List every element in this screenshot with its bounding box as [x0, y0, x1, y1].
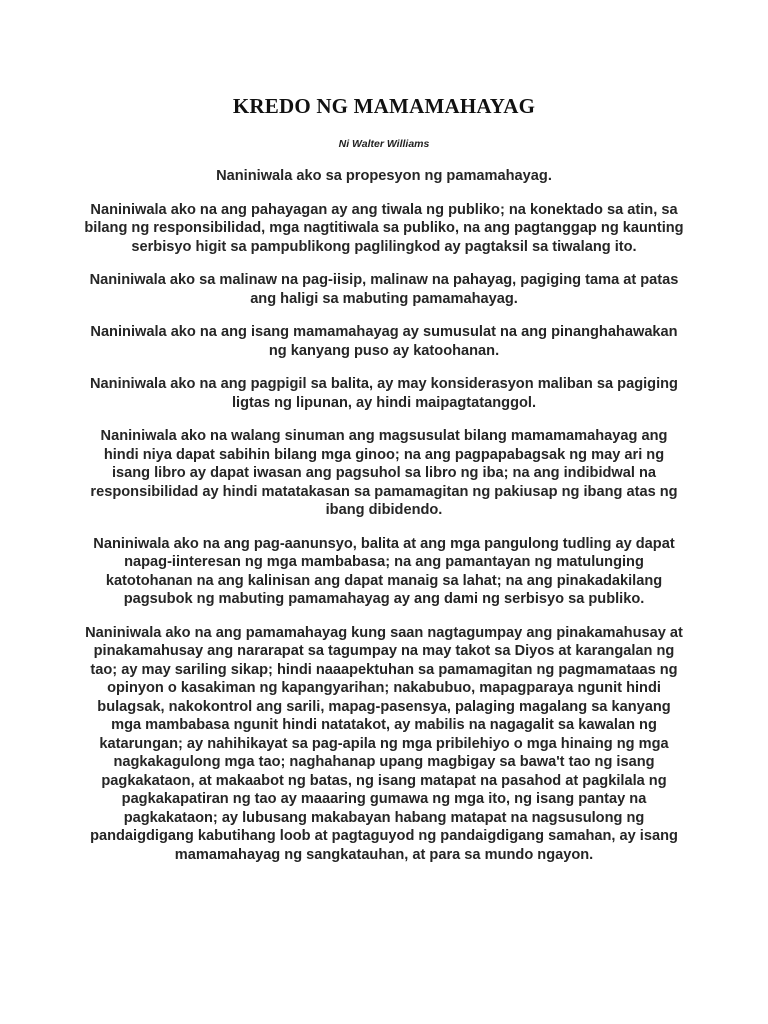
paragraph-2: Naniniwala ako na ang pahayagan ay ang tiwala ng publiko; na konektado sa atin, sa bilang ng responsibilidad, mga nagtitiwala sa publiko, na ang pagtanggap ng kaunting serbisyo higit sa pampublikong paglilingkod ay pagtaksil sa tiwalang ito. — [84, 201, 684, 255]
paragraph-4: Naniniwala ako na ang isang mamamahayag ay sumusulat na ang pinanghahawakan ng kanyang puso ay katoohanan. — [90, 324, 678, 359]
paragraph-5: Naniniwala ako na ang pagpigil sa balita, ay may konsiderasyon maliban sa pagiging ligtas ng lipunan, ay hindi maipagtatanggol. — [90, 376, 678, 411]
paragraph-6: Naniniwala ako na walang sinuman ang magsusulat bilang mamamamahayag ang hindi niya dapat sabihin bilang mga ginoo; na ang pagpapabagsak ng may ari ng isang libro ay dapat iwasan ang pagsuhol sa libro ng iba; na ang indibidwal na responsibilidad ay hindi matatakasan sa pamamagitan ng pakiusap ng ibang atas ng ibang dibidendo. — [90, 428, 678, 518]
document-body — [84, 167, 684, 879]
paragraph-7: Naniniwala ako na ang pag-aanunsyo, balita at ang mga pangulong tudling ay dapat napag-iinteresan ng mga mambabasa; na ang pamantayan ng matulunging katotohanan na ang kalinisan ang dapat manaig sa lahat; na ang pinakadakilang pagsubok ng mabuting pamamahayag ay ang dami ng serbisyo sa publiko. — [93, 535, 675, 607]
paragraph-8: Naniniwala ako na ang pamamahayag kung saan nagtagumpay ang pinakamahusay at pinakamahusay ang nararapat sa tagumpay na may takot sa Diyos at karangalan ng tao; ay may sariling sikap; hindi naaapektuhan sa pamamagitan ng pagmamataas ng opinyon o kasakiman ng kapangyarihan; nakabubuo, mapagparaya ngunit hindi bulagsak, nakokontrol ang sarili, mapag-pasensya, palaging magalang sa kanyang mga mambabasa ngunit hindi natatakot, ay mabilis na nagagalit sa kawalan ng katarungan; ay nahihikayat sa pag-apila ng mga pribilehiyo o mga hinaing ng mga nagkakagulong mga tao; naghahanap upang magbigay sa bawa't tao ng isang pagkakataon, at makaabot ng batas, ng isang matapat na pasahod at pagkilala ng pagkakapatiran ng tao ay maaaring gumawa ng mga ito, ng isang pantay na pagkakataon; ay lubusang makabayan habang matapat na nagsusulong ng pandaigdigang kabutihang loob at pagtaguyod ng pandaigdigang samahan, ay isang mamamahayag ng sangkatauhan, at para sa mundo ngayon. — [85, 624, 683, 863]
author-line: Ni Walter Williams — [338, 138, 430, 150]
document-title: KREDO NG MAMAMAHAYAG — [232, 94, 536, 118]
paragraph-3: Naniniwala ako sa malinaw na pag-iisip, malinaw na pahayag, pagiging tama at patas ang haligi sa mabuting pamamahayag. — [89, 272, 679, 307]
paragraph-1: Naniniwala ako sa propesyon ng pamamahayag. — [216, 168, 552, 184]
